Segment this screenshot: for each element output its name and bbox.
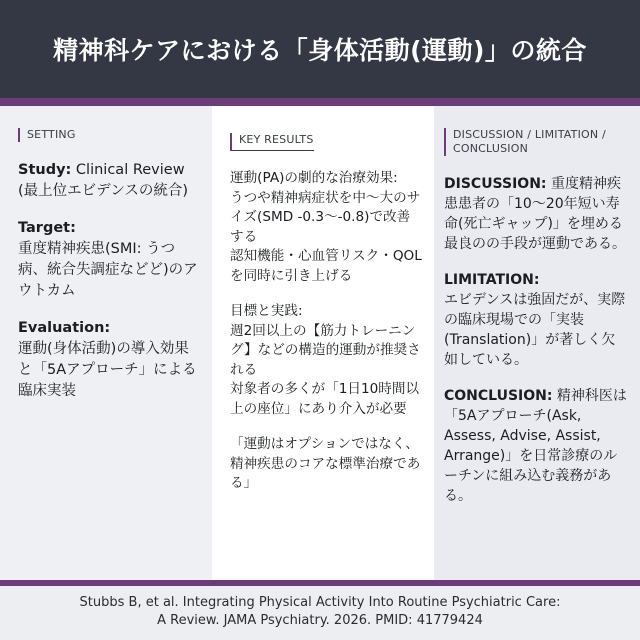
study-text: Clinical Review (最上位エビデンスの統合) [18, 162, 189, 199]
evaluation-label: Evaluation: [18, 320, 111, 336]
conclusion-block [444, 386, 628, 506]
target-text: 重度精神疾患(SMI: うつ病、統合失調症などど)のアウトカム [18, 241, 198, 299]
quote-block [230, 435, 422, 494]
quote-text: 「運動はオプションではなく、精神疾患のコアな標準治療である」 [230, 436, 421, 491]
target-label: Target: [18, 220, 76, 236]
discussion-text: 重度精神疾患患者の「10〜20年短い寿命(死亡ギャップ)」を埋める最良のの手段が運動である。 [444, 176, 626, 252]
limitation-block [444, 270, 628, 370]
limitation-label: LIMITATION: [444, 272, 540, 288]
page-title: 精神科ケアにおける「身体活動(運動)」の統合 [53, 36, 587, 65]
header [0, 0, 640, 98]
goal-practice-block [230, 302, 422, 419]
key-results-column [212, 106, 434, 580]
conclusion-label: CONCLUSION: [444, 388, 553, 404]
discussion-heading: DISCUSSION / LIMITATION / CONCLUSION [444, 128, 628, 156]
study-label: Study: [18, 162, 72, 178]
goal-practice-detail-1: 週2回以上の【筋力トレーニング】などの構造的運動が推奨される [230, 322, 421, 378]
limitation-text: エビデンスは強固だが、実際の臨床現場での「実装(Translation)」が著しく欠如している。 [444, 292, 626, 368]
discussion-column [434, 106, 640, 580]
goal-practice-detail-2: 対象者の多くが「1日10時間以上の座位」にあり介入が必要 [230, 381, 420, 417]
study-block [18, 160, 200, 202]
key-results-heading: KEY RESULTS [230, 133, 314, 151]
citation-line-2: A Review. JAMA Psychiatry. 2026. PMID: 41779424 [157, 613, 483, 628]
pa-effect-detail-2: 認知機能・心血管リスク・QOLを同時に引き上げる [230, 248, 422, 284]
pa-effect-title: 運動(PA)の劇的な治療効果: [230, 170, 398, 186]
setting-column [0, 106, 212, 580]
discussion-block [444, 174, 628, 254]
evaluation-block [18, 318, 200, 402]
goal-practice-title: 目標と実践: [230, 303, 303, 319]
discussion-label: DISCUSSION: [444, 176, 547, 192]
target-block [18, 218, 200, 302]
pa-effect-block [230, 169, 422, 286]
conclusion-text: 精神科医は「5Aアプローチ(Ask, Assess, Advise, Assist, Arrange)」を日常診療のルーチンに組み込む義務がある。 [444, 388, 627, 504]
citation-footer [0, 586, 640, 640]
pa-effect-detail-1: うつや精神病症状を中〜大のサイズ(SMD -0.3〜-0.8)で改善する [230, 189, 421, 245]
citation-line-1: Stubbs B, et al. Integrating Physical Activity Into Routine Psychiatric Care: [79, 595, 561, 610]
setting-heading: SETTING [18, 128, 200, 142]
evaluation-text: 運動(身体活動)の導入効果と「5Aアプローチ」による臨床実装 [18, 341, 197, 399]
top-accent-bar [0, 98, 640, 106]
